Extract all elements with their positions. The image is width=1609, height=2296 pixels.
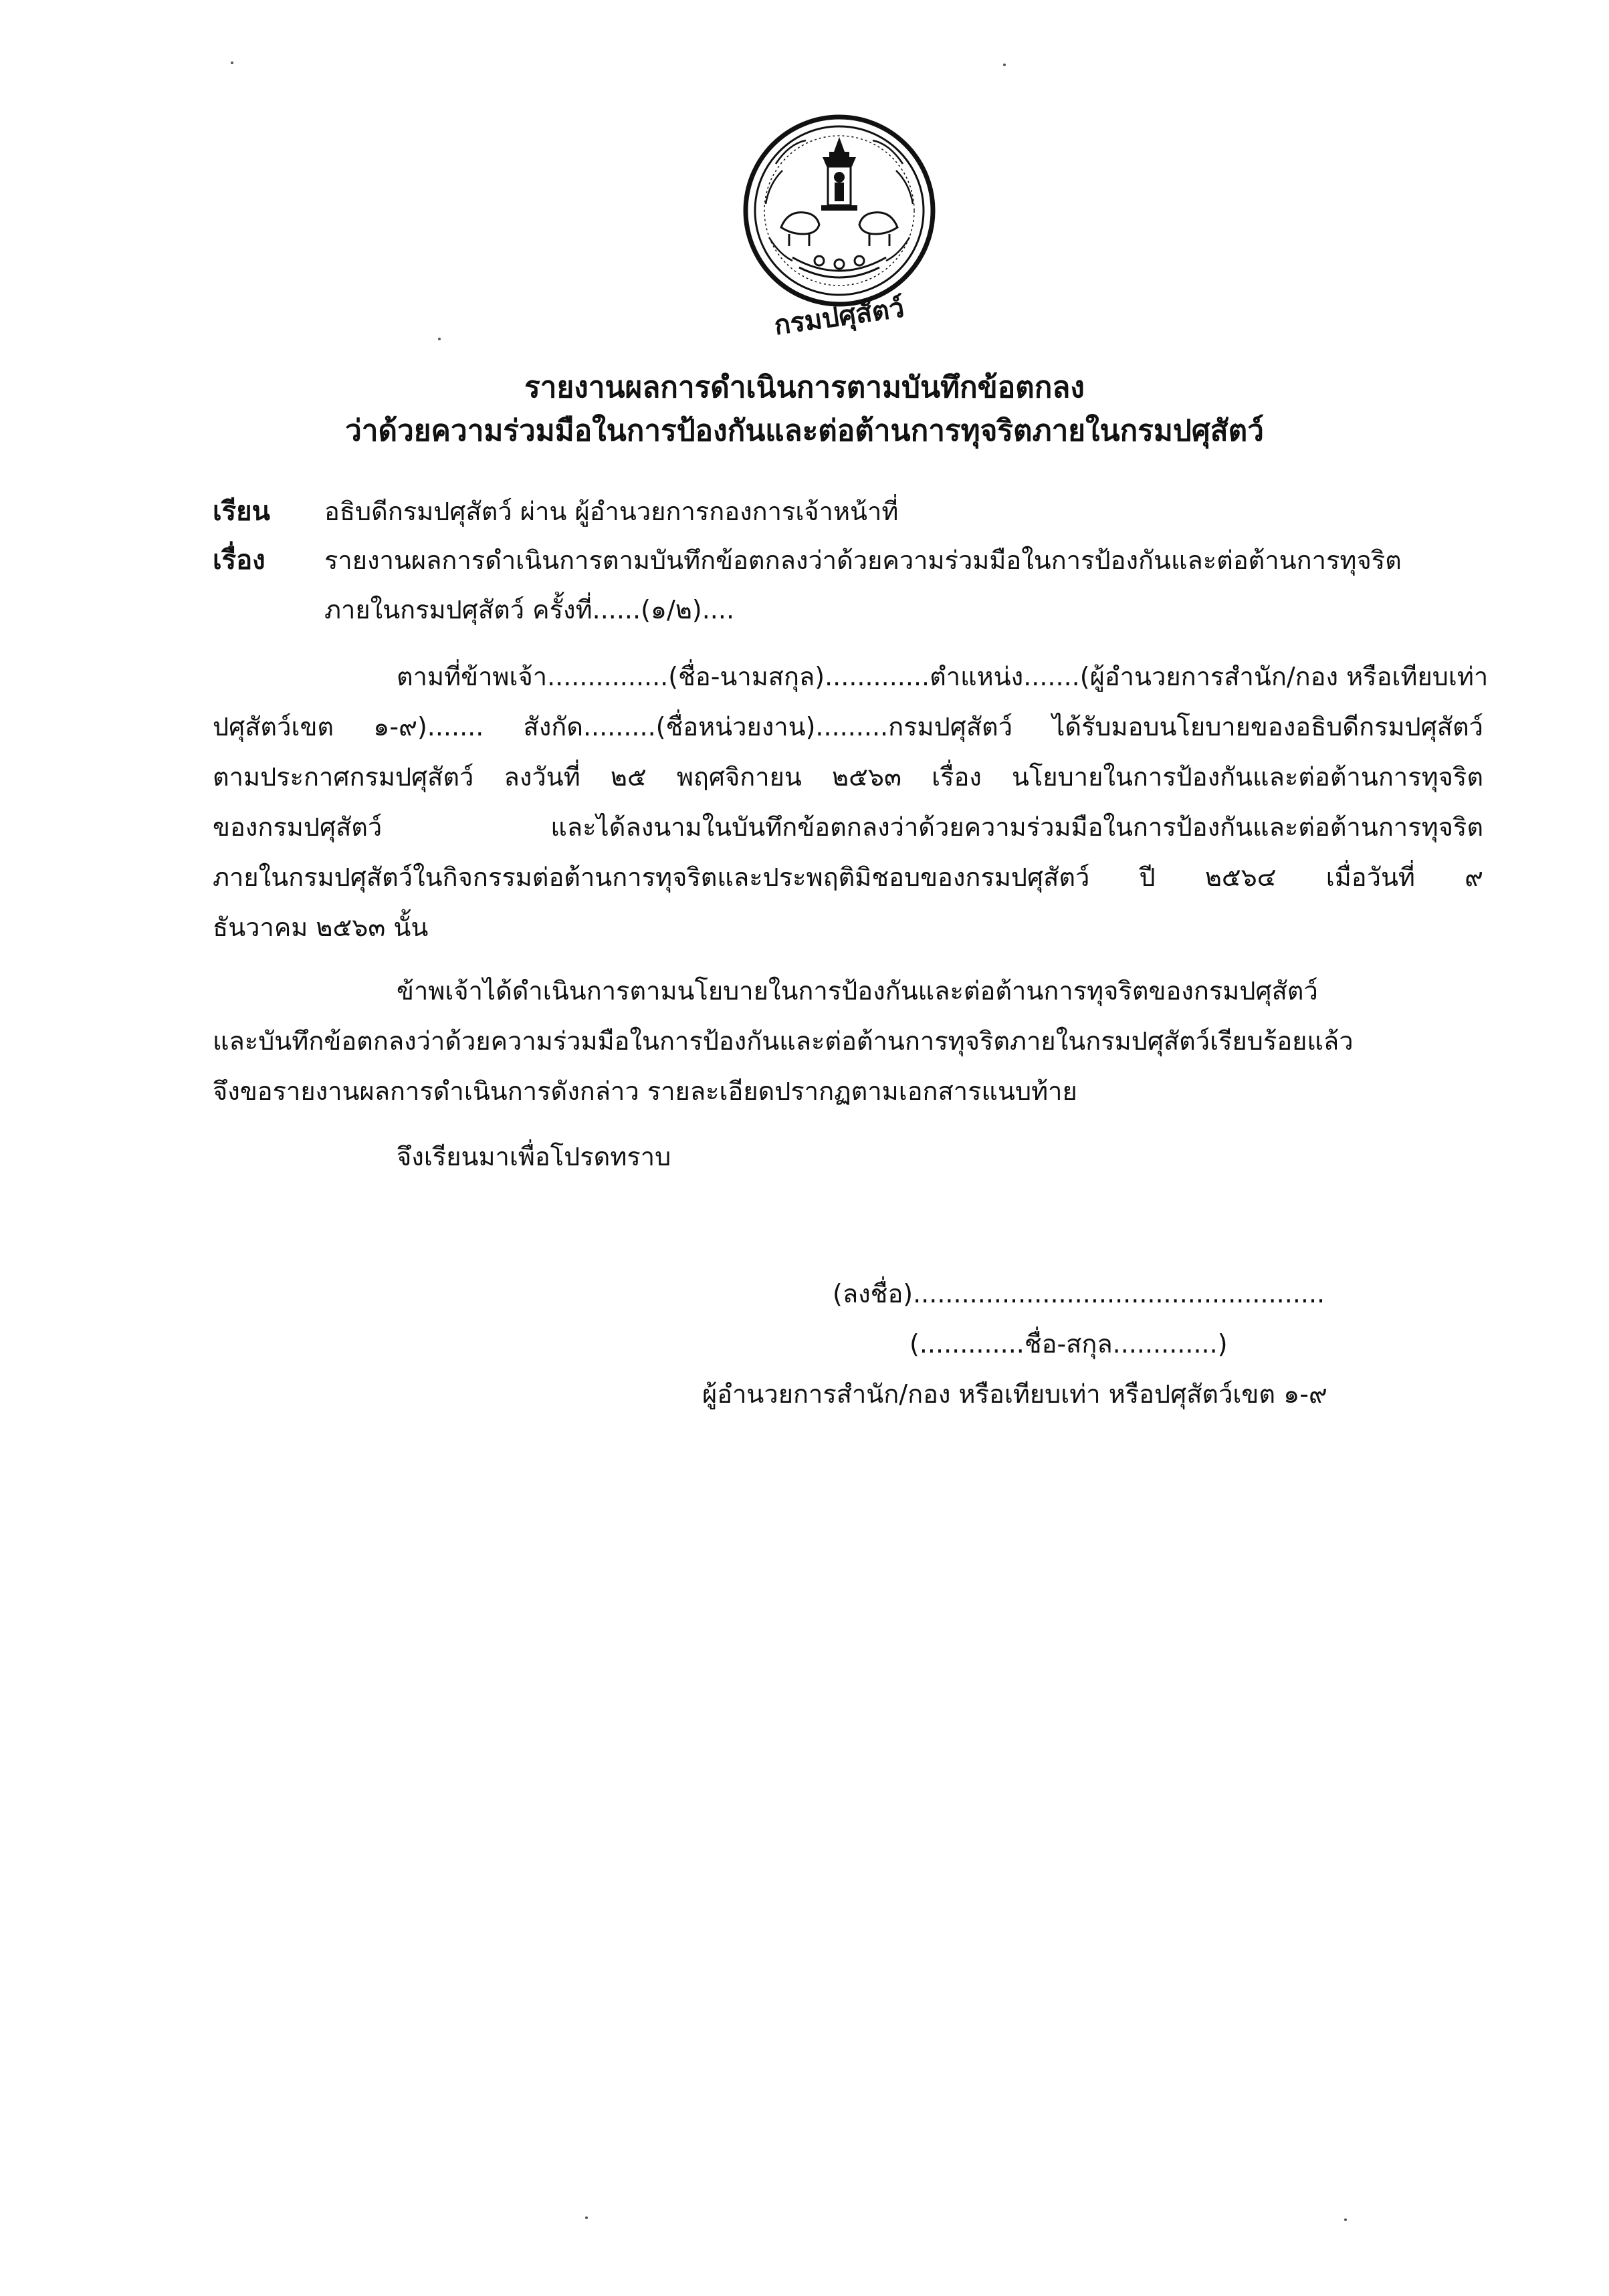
scan-speck — [231, 62, 233, 64]
scan-speck — [585, 2216, 588, 2219]
document-title-line-1: รายงานผลการดำเนินการตามบันทึกข้อตกลง — [524, 370, 1085, 405]
document-title-line-2: ว่าด้วยความร่วมมือในการป้องกันและต่อต้านการทุจริตภายในกรมปศุสัตว์ — [345, 414, 1264, 448]
paragraph-line: ภายในกรมปศุสัตว์ในกิจกรรมต่อต้านการทุจริตและประพฤติมิชอบของกรมปศุสัตว์ ปี ๒๕๖๔ เมื่อวันที่ ๙ — [213, 863, 1483, 892]
body-paragraph-2 — [213, 966, 1483, 1117]
scan-speck — [1003, 64, 1006, 66]
paragraph-line: ปศุสัตว์เขต ๑-๙)....... สังกัด.........(ชื่อหน่วยงาน).........กรมปศุสัตว์ ได้รับมอบนโยบายของอธิบดีกรมปศุสัตว์ — [213, 712, 1483, 741]
scan-speck — [438, 338, 441, 340]
signatory-name-line: (.............ชื่อ-สกุล.............) — [909, 1329, 1228, 1359]
signature-line: (ลงชื่อ)................................................... — [833, 1279, 1325, 1308]
body-paragraph-1 — [213, 652, 1489, 953]
paragraph-line: ข้าพเจ้าได้ดำเนินการตามนโยบายในการป้องกันและต่อต้านการทุจริตของกรมปศุสัตว์ — [397, 976, 1318, 1006]
paragraph-line: ธันวาคม ๒๕๖๓ นั้น — [213, 913, 429, 942]
subject-text-line-2: ภายในกรมปศุสัตว์ ครั้งที่......(๑/๒).... — [324, 595, 735, 624]
to-text: อธิบดีกรมปศุสัตว์ ผ่าน ผู้อำนวยการกองการเจ้าหน้าที่ — [324, 497, 899, 526]
seal-caption: กรมปศุสัตว์ — [772, 292, 906, 341]
paragraph-line: ตามที่ข้าพเจ้า...............(ชื่อ-นามสกุล).............ตำแหน่ง.......(ผู้อำนวยการสำนัก/กอง หรือเทียบเท่า — [397, 662, 1489, 691]
paragraph-line: และบันทึกข้อตกลงว่าด้วยความร่วมมือในการป้องกันและต่อต้านการทุจริตภายในกรมปศุสัตว์เรียบร้อยแล้ว — [213, 1026, 1354, 1056]
paragraph-line: จึงขอรายงานผลการดำเนินการดังกล่าว รายละเอียดปรากฏตามเอกสารแนบท้าย — [213, 1076, 1077, 1106]
paragraph-line: ของกรมปศุสัตว์ และได้ลงนามในบันทึกข้อตกลงว่าด้วยความร่วมมือในการป้องกันและต่อต้านการทุจริต — [213, 812, 1483, 842]
subject-label: เรื่อง — [213, 545, 265, 576]
signatory-position-line: ผู้อำนวยการสำนัก/กอง หรือเทียบเท่า หรือปศุสัตว์เขต ๑-๙ — [702, 1379, 1327, 1409]
department-of-livestock-seal-icon — [729, 110, 950, 341]
closing-line: จึงเรียนมาเพื่อโปรดทราบ — [397, 1142, 671, 1171]
subject-text-line-1: รายงานผลการดำเนินการตามบันทึกข้อตกลงว่าด้วยความร่วมมือในการป้องกันและต่อต้านการทุจริต — [324, 546, 1402, 575]
to-label: เรียน — [213, 496, 270, 527]
scan-speck — [1344, 2218, 1347, 2221]
paragraph-line: ตามประกาศกรมปศุสัตว์ ลงวันที่ ๒๕ พฤศจิกายน ๒๕๖๓ เรื่อง นโยบายในการป้องกันและต่อต้านการทุจริต — [213, 762, 1483, 792]
